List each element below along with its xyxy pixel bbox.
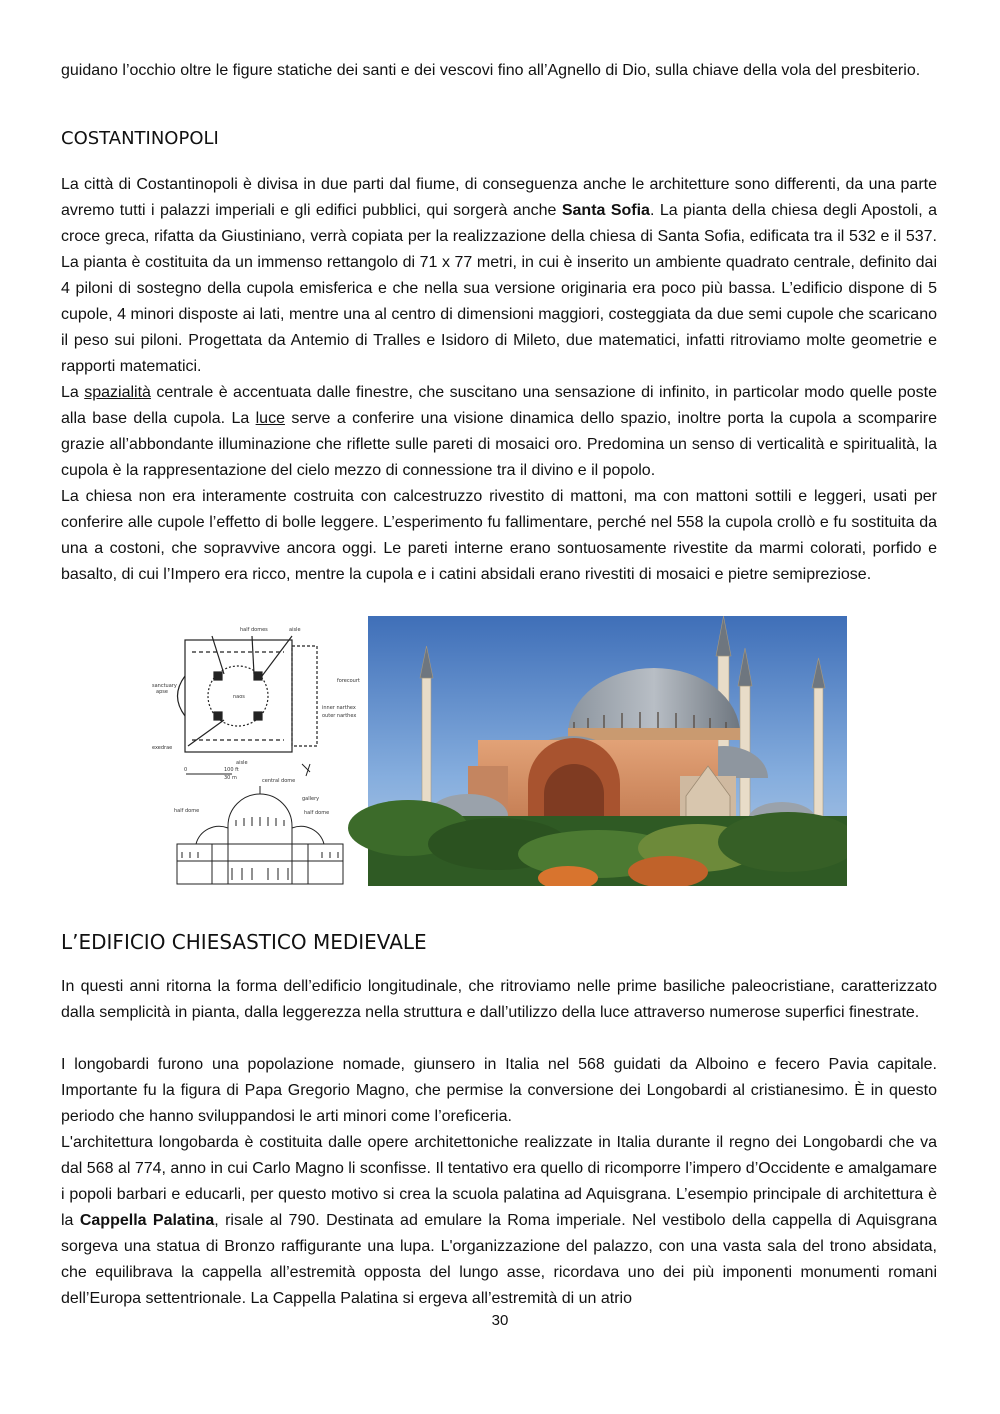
santa-sofia-figure-svg xyxy=(152,616,847,886)
intro-paragraph: guidano l’occhio oltre le figure statiche dei santi e dei vescovi fino all’Agnello di Dio, sulla chiave della vola del presbiterio. xyxy=(61,62,921,79)
label-apse: apse xyxy=(156,689,168,695)
label-scale-30m: 30 m xyxy=(224,775,237,781)
santa-sofia-figure xyxy=(152,616,847,886)
santa-sofia-photo xyxy=(348,616,847,886)
plan-and-section-drawing xyxy=(152,616,367,886)
label-outer-narthex: outer narthex xyxy=(322,713,357,719)
section-heading-edificio-medievale: L’EDIFICIO CHIESASTICO MEDIEVALE xyxy=(61,930,427,954)
label-central-dome: central dome xyxy=(262,778,296,784)
underlined-spazialita: spazialità xyxy=(84,384,151,401)
paragraph-medievale-2: I longobardi furono una popolazione nomade, giunsero in Italia nel 568 guidati da Alboino e fecero Pavia capitale. Importante fu la figura di Papa Gregorio Magno, che permise la conversione dei Longobardi al cristianesimo. È in questo periodo che hanno sviluppandosi le arti minori come l’oreficeria. xyxy=(61,1056,937,1125)
label-inner-narthex: inner narthex xyxy=(322,705,356,711)
label-forecourt: forecourt xyxy=(337,678,360,684)
label-aisle-bottom: aisle xyxy=(236,760,248,766)
underlined-luce: luce xyxy=(255,410,285,427)
label-scale-100ft: 100 ft xyxy=(224,767,239,773)
label-aisle: aisle xyxy=(289,627,301,633)
paragraph-medievale-3: L'architettura longobarda è costituita dalle opere architettoniche realizzate in Italia durante il regno dei Longobardi che va dal 568 al 774, anno in cui Carlo Magno li sconfisse. Il tentativo era quello di ricomporre l’impero d’Occidente e amalgamare i popoli barbari e educarli, per questo motivo si crea la scuola palatina ad Aquisgrana. L’esempio principale di architettura è la Cappella Palatina, risale al 790. Destinata ad emulare la Roma imperiale. Nel vestibolo della cappella di Aquisgrana sorgeva una statua di Bronzo raffigurante una lupa. L'organizzazione del palazzo, con una vasta sala del trono absidata, che equilibrava la cappella all’estremità opposta del lungo asse, ricordava uno dei più imponenti monumenti romani dell’Europa settentrionale. La Cappella Palatina si ergeva all’estremità di un atrio xyxy=(61,1134,938,1307)
paragraph-medievale-1: In questi anni ritorna la forma dell’edificio longitudinale, che ritroviamo nelle prime basiliche paleocristiane, caratterizzato dalla semplicità in pianta, dalla leggerezza nella struttura e dall’utilizzo della luce attraverso numerose superfici finestrate. xyxy=(61,978,937,1021)
label-half-dome-left: half dome xyxy=(174,808,200,814)
label-sanctuary: sanctuary xyxy=(152,683,177,689)
bold-cappella-palatina: Cappella Palatina xyxy=(79,1212,215,1229)
label-scale-0: 0 xyxy=(184,767,188,773)
label-naos: naos xyxy=(233,694,245,700)
paragraph-costantinopoli-2: La spazialità centrale è accentuata dalle finestre, che suscitano una sensazione di infinito, in particolar modo quelle poste alla base della cupola. La luce serve a conferire una visione dinamica dello spazio, inoltre porta la cupola a scomparire grazie all’abbondante illuminazione che riflette sulle pareti di mosaici oro. Predomina un senso di verticalità e spiritualità, la cupola è la rappresentazione del cielo mezzo di connessione tra il divino e il popolo. xyxy=(61,384,938,479)
paragraph-costantinopoli-3: La chiesa non era interamente costruita con calcestruzzo rivestito di mattoni, ma con mattoni sottili e leggeri, usati per conferire alle cupole l’effetto di bolle leggere. L’esperimento fu fallimentare, perché nel 558 la cupola crollò e fu sostituita da una a costoni, che sopravvive ancora oggi. Le pareti interne erano sontuosamente rivestite da marmi colorati, porfido e basalto, di cui l’Impero era ricco, mentre la cupola e i catini absidali erano rivestiti di mosaici e pietre semipreziose. xyxy=(61,488,937,583)
section-heading-costantinopoli: COSTANTINOPOLI xyxy=(61,128,219,149)
label-half-dome-right: half dome xyxy=(304,810,330,816)
label-half-domes: half domes xyxy=(240,627,268,633)
page-number: 30 xyxy=(491,1312,509,1329)
label-gallery: gallery xyxy=(302,796,320,802)
bold-santa-sofia: Santa Sofia xyxy=(561,202,650,219)
paragraph-costantinopoli-1: La città di Costantinopoli è divisa in due parti dal fiume, di conseguenza anche le architetture sono differenti, da una parte avremo tutti i palazzi imperiali e gli edifici pubblici, qui sorgerà anche Santa Sofia. La pianta della chiesa degli Apostoli, a croce greca, rifatta da Giustiniano, verrà copiata per la realizzazione della chiesa di Santa Sofia, edificata tra il 532 e il 537. La pianta è costituita da un immenso rettangolo di 71 x 77 metri, in cui è inserito un ambiente quadrato centrale, definito dai 4 piloni di sostegno della cupola emisferica e che nella sua versione originaria era poco più bassa. L’edificio dispone di 5 cupole, 4 minori disposte ai lati, mentre una al centro di dimensioni maggiori, costeggiata da due semi cupole che scaricano il peso sui piloni. Progettata da Antemio di Tralles e Isidoro di Mileto, due matematici, infatti ritroviamo molte geometrie e rapporti matematici. xyxy=(61,176,937,375)
label-exedrae: exedrae xyxy=(152,745,173,751)
